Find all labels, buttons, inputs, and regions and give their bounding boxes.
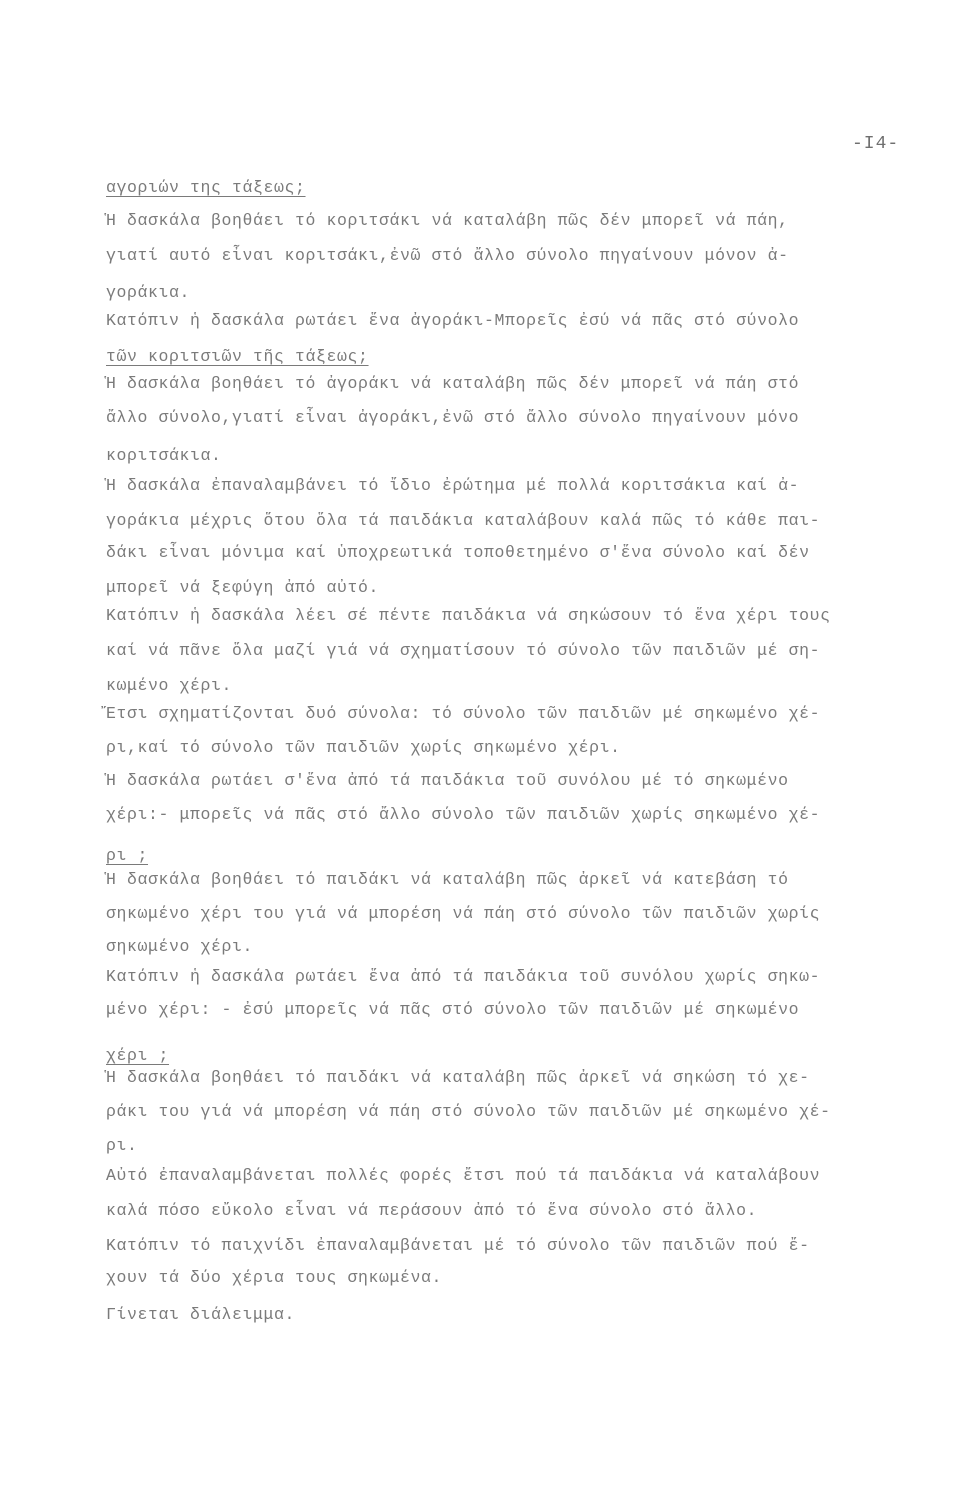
text-line: Γίνεται διάλειμμα. [106, 1305, 296, 1324]
text-line: μένο χέρι: - ἐσύ μπορεῖς νά πᾶς στό σύνολο τῶν παιδιῶν μέ σηκωμένο [106, 1000, 800, 1019]
text-line: χέρι:- μπορεῖς νά πᾶς στό ἄλλο σύνολο τῶν παιδιῶν χωρίς σηκωμένο χέ- [106, 805, 821, 824]
text-line: Ἔτσι σχηματίζονται δυό σύνολα: τό σύνολο τῶν παιδιῶν μέ σηκωμένο χέ- [106, 704, 821, 723]
text-line: ρι,καί τό σύνολο τῶν παιδιῶν χωρίς σηκωμένο χέρι. [106, 738, 621, 757]
text-line: Κατόπιν ἡ δασκάλα λέει σέ πέντε παιδάκια νά σηκώσουν τό ἕνα χέρι τους [106, 606, 831, 625]
text-line: Ἡ δασκάλα ἐπαναλαμβάνει τό ἴδιο ἐρώτημα μέ πολλά κοριτσάκια καί ἀ- [106, 476, 800, 495]
text-line: μπορεῖ νά ξεφύγη ἀπό αὐτό. [106, 578, 380, 597]
text-line: ρι. [106, 1136, 138, 1155]
text-line: ἄλλο σύνολο,γιατί εἶναι ἀγοράκι,ἐνῶ στό ἄλλο σύνολο πηγαίνουν μόνο [106, 408, 800, 427]
page-number: -I4- [852, 134, 900, 154]
text-line: αγοριών της τάξεως; [106, 178, 306, 197]
text-line: δάκι εἶναι μόνιμα καί ὑποχρεωτικά τοποθετημένο σ'ἕνα σύνολο καί δέν [106, 543, 810, 562]
text-line: τῶν κοριτσιῶν τῆς τάξεως; [106, 347, 369, 366]
text-line: Ἡ δασκάλα βοηθάει τό ἀγοράκι νά καταλάβη πῶς δέν μπορεῖ νά πάη στό [106, 374, 800, 393]
text-line: χέρι ; [106, 1046, 170, 1065]
text-line: σηκωμένο χέρι του γιά νά μπορέση νά πάη στό σύνολο τῶν παιδιῶν χωρίς [106, 904, 821, 923]
text-line: χουν τά δύο χέρια τους σηκωμένα. [106, 1268, 443, 1287]
text-line: καί νά πᾶνε ὅλα μαζί γιά νά σχηματίσουν τό σύνολο τῶν παιδιῶν μέ ση- [106, 641, 821, 660]
text-line: κοριτσάκια. [106, 446, 222, 465]
text-line: σηκωμένο χέρι. [106, 937, 254, 956]
text-line: γοράκια μέχρις ὅτου ὅλα τά παιδάκια καταλάβουν καλά πῶς τό κάθε παι- [106, 511, 821, 530]
text-line: Κατόπιν ἡ δασκάλα ρωτάει ἕνα ἀπό τά παιδάκια τοῦ συνόλου χωρίς σηκω- [106, 967, 821, 986]
text-line: ράκι του γιά νά μπορέση νά πάη στό σύνολο τῶν παιδιῶν μέ σηκωμένο χέ- [106, 1102, 831, 1121]
text-line: γιατί αυτό εἶναι κοριτσάκι,ἐνῶ στό ἄλλο σύνολο πηγαίνουν μόνον ἀ- [106, 246, 789, 265]
text-line: γοράκια. [106, 283, 191, 302]
text-line: Κατόπιν τό παιχνίδι ἐπαναλαμβάνεται μέ τό σύνολο τῶν παιδιῶν πού ἔ- [106, 1236, 810, 1255]
text-line: ρι ; [106, 846, 149, 865]
text-line: Ἡ δασκάλα βοηθάει τό παιδάκι νά καταλάβη πῶς ἀρκεῖ νά σηκώση τό χε- [106, 1068, 810, 1087]
text-line: Κατόπιν ἡ δασκάλα ρωτάει ἕνα ἀγοράκι-Μπορεῖς ἐσύ νά πᾶς στό σύνολο [106, 311, 800, 330]
text-line: Ἡ δασκάλα βοηθάει τό παιδάκι νά καταλάβη πῶς ἀρκεῖ νά κατεβάση τό [106, 870, 789, 889]
text-line: κωμένο χέρι. [106, 676, 233, 695]
text-line: Αὐτό ἐπαναλαμβάνεται πολλές φορές ἔτσι πού τά παιδάκια νά καταλάβουν [106, 1166, 821, 1185]
text-line: Ἡ δασκάλα βοηθάει τό κοριτσάκι νά καταλάβη πῶς δέν μπορεῖ νά πάη, [106, 211, 789, 230]
text-line: Ἡ δασκάλα ρωτάει σ'ἕνα ἀπό τά παιδάκια τοῦ συνόλου μέ τό σηκωμένο [106, 771, 789, 790]
text-line: καλά πόσο εὔκολο εἶναι νά περάσουν ἀπό τό ἕνα σύνολο στό ἄλλο. [106, 1201, 758, 1220]
